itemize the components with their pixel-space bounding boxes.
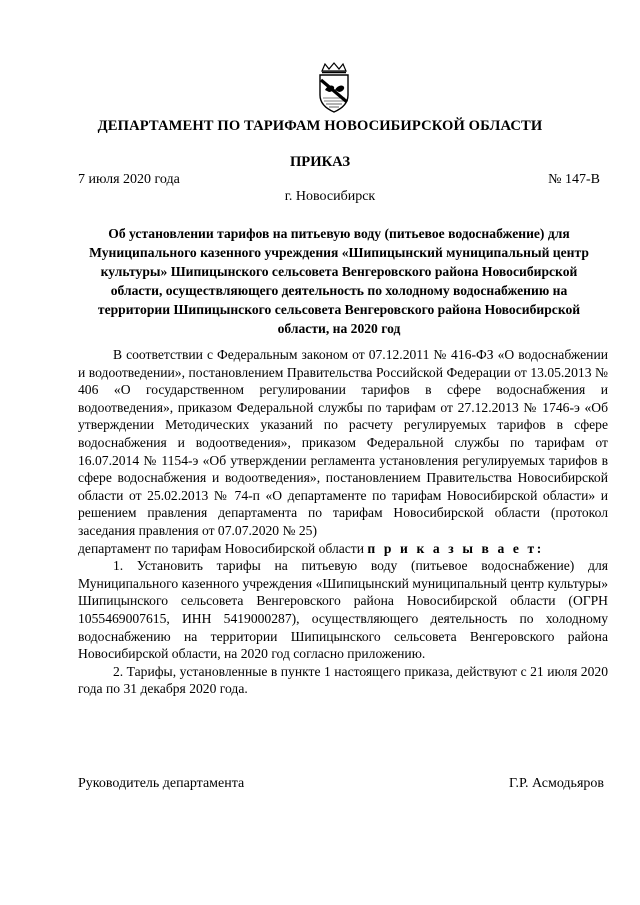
department-title: ДЕПАРТАМЕНТ ПО ТАРИФАМ НОВОСИБИРСКОЙ ОБЛАСТИ xyxy=(97,118,543,134)
novosibirsk-coat-of-arms-icon xyxy=(313,62,355,114)
order-body xyxy=(78,346,608,698)
signatory-name: Г.Р. Асмодьяров xyxy=(508,776,604,791)
order-number: № 147-В xyxy=(548,172,600,187)
orders-lead: департамент по тарифам Новосибирской области xyxy=(78,540,368,556)
orders-paragraph xyxy=(78,540,608,558)
order-subject: Об установлении тарифов на питьевую воду (питьевое водоснабжение) для Муниципального казенного учреждения «Шипицынский муниципальный центр культуры» Шипицынского сельсовета Венгеровского района Новосибирской области, осуществляющего деятельность по холодному водоснабжению на территории Шипицынского сельсовета Венгеровского района Новосибирской области, на 2020 год xyxy=(89,226,589,336)
signatory-role: Руководитель департамента xyxy=(78,776,245,791)
order-date: 7 июля 2020 года xyxy=(78,172,180,187)
document-type: ПРИКАЗ xyxy=(289,154,351,170)
order-city: г. Новосибирск xyxy=(284,189,376,204)
item-1-paragraph: 1. Установить тарифы на питьевую воду (питьевое водоснабжение) для Муниципального казенного учреждения «Шипицынский муниципальный центр культуры» Шипицынского сельсовета Венгеровского района Новосибирской области (ОГРН 1055469007615, ИНН 5419000287), осуществляющего деятельность по холодному водоснабжению на территории Шипицынского сельсовета Венгеровского района Новосибирской области, на 2020 год согласно приложению. xyxy=(78,558,608,662)
orders-word: п р и к а з ы в а е т: xyxy=(367,540,544,556)
item-2-paragraph: 2. Тарифы, установленные в пункте 1 настоящего приказа, действуют с 21 июля 2020 года по 31 декабря 2020 года. xyxy=(78,663,608,697)
preamble-paragraph: В соответствии с Федеральным законом от 07.12.2011 № 416-ФЗ «О водоснабжении и водоотведении», постановлением Правительства Российской Федерации от 13.05.2013 № 406 «О государственном регулировании тарифов в сфере водоснабжения и водоотведения», приказом Федеральной службы по тарифам от 27.12.2013 № 1746-э «Об утверждении Методических указаний по расчету регулируемых тарифов в сфере водоснабжения и водоотведения», приказом Федеральной службы по тарифам от 16.07.2014 № 1154-э «Об утверждении регламента установления регулируемых тарифов в сфере водоснабжения и водоотведения», постановлением Правительства Новосибирской области от 25.02.2013 № 74-п «О департаменте по тарифам Новосибирской области» и решением правления департамента по тарифам Новосибирской области (протокол заседания правления от 07.07.2020 № 25) xyxy=(78,347,608,538)
